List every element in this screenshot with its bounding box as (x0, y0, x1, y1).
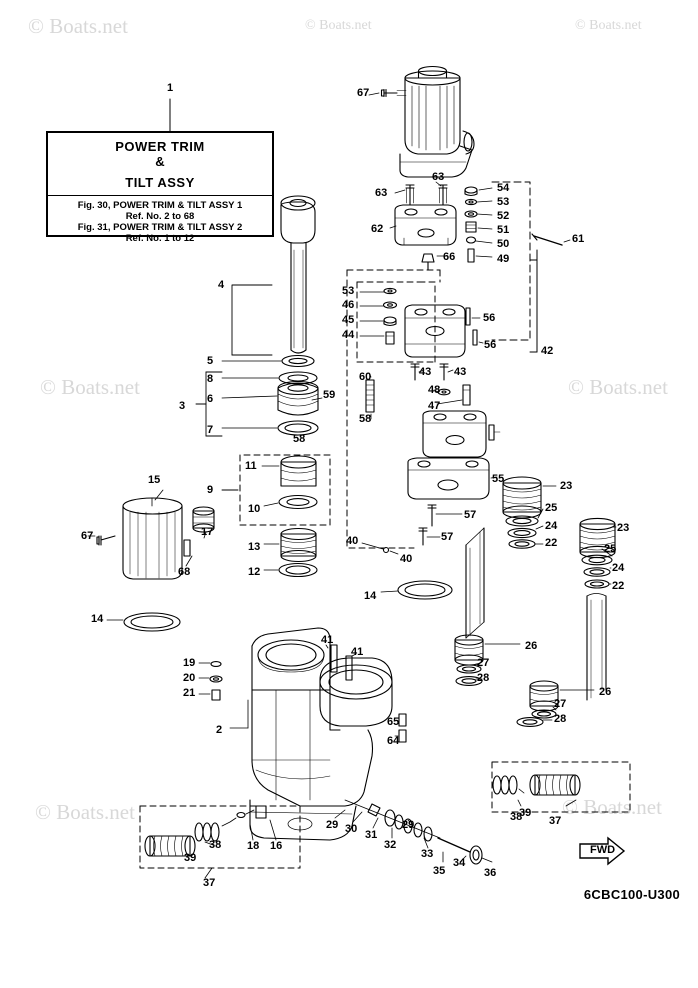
ref-fig-31-range: Ref. No. 1 to 12 (125, 233, 195, 244)
callout-63b: 63 (375, 187, 388, 199)
callout-2: 2 (216, 724, 223, 736)
callout-25b: 25 (604, 543, 617, 555)
ref-fig-30-range: Ref. No. 2 to 68 (125, 211, 195, 222)
diagram-code: 6CBC100-U300 (583, 887, 680, 902)
callout-42: 42 (541, 345, 554, 357)
title-line-1: POWER TRIM (115, 139, 205, 154)
callout-38b: 38 (209, 839, 222, 851)
callout-43b: 43 (454, 366, 467, 378)
callout-55: 55 (492, 473, 505, 485)
callout-16: 16 (270, 840, 283, 852)
callout-19: 19 (183, 657, 196, 669)
callout-22: 22 (545, 537, 558, 549)
watermark: © Boats.net (40, 375, 140, 399)
callout-50: 50 (497, 238, 510, 250)
callout-57: 57 (464, 509, 477, 521)
title-box (46, 131, 274, 244)
callout-39: 39 (519, 807, 532, 819)
callout-35: 35 (433, 865, 446, 877)
ref-fig-31: Fig. 31, POWER TRIM & TILT ASSY 2 (77, 222, 243, 233)
callout-26b: 26 (599, 686, 612, 698)
callout-23b: 23 (617, 522, 630, 534)
callout-61: 61 (572, 233, 585, 245)
callout-59: 59 (323, 389, 336, 401)
callout-8: 8 (207, 373, 214, 385)
callout-31: 31 (365, 829, 378, 841)
callout-57b: 57 (441, 531, 454, 543)
callout-33: 33 (421, 848, 434, 860)
fwd-direction-arrow (578, 836, 626, 866)
callout-3: 3 (179, 400, 186, 412)
callout-39b: 39 (184, 852, 197, 864)
callout-5: 5 (207, 355, 214, 367)
callout-37b: 37 (203, 877, 216, 889)
callout-25: 25 (545, 502, 558, 514)
callout-10: 10 (248, 503, 261, 515)
callout-52: 52 (497, 210, 510, 222)
callout-54: 54 (497, 182, 510, 194)
callout-32: 32 (384, 839, 397, 851)
callout-22b: 22 (612, 580, 625, 592)
callout-1: 1 (167, 82, 174, 94)
callout-17: 17 (201, 526, 214, 538)
callout-38: 38 (510, 811, 523, 823)
callout-49: 49 (497, 253, 510, 265)
title-line-3: TILT ASSY (125, 175, 195, 190)
callout-58b: 58 (293, 433, 306, 445)
callout-29: 29 (326, 819, 339, 831)
callout-28b: 28 (554, 713, 567, 725)
callout-67b: 67 (81, 530, 94, 542)
callout-40: 40 (346, 535, 359, 547)
watermark: © Boats.net (305, 18, 372, 33)
watermark: © Boats.net (35, 800, 135, 824)
callout-36: 36 (484, 867, 497, 879)
callout-45: 45 (342, 314, 355, 326)
callout-23: 23 (560, 480, 573, 492)
callout-26: 26 (525, 640, 538, 652)
callout-64: 64 (387, 735, 400, 747)
title-divider (48, 195, 272, 196)
callout-63: 63 (432, 171, 445, 183)
callout-44: 44 (342, 329, 355, 341)
callout-20: 20 (183, 672, 196, 684)
callout-14: 14 (364, 590, 377, 602)
watermark: © Boats.net (562, 795, 662, 819)
watermark: © Boats.net (568, 375, 668, 399)
callout-18: 18 (247, 840, 260, 852)
callout-48: 48 (428, 384, 441, 396)
callout-51: 51 (497, 224, 510, 236)
callout-30: 30 (345, 823, 358, 835)
callout-11: 11 (245, 460, 257, 472)
callout-7: 7 (207, 424, 214, 436)
ref-fig-30: Fig. 30, POWER TRIM & TILT ASSY 1 (77, 200, 243, 211)
callout-9: 9 (207, 484, 214, 496)
callout-27: 27 (477, 657, 490, 669)
callout-62: 62 (371, 223, 384, 235)
watermark: © Boats.net (28, 14, 128, 38)
callout-34: 34 (453, 857, 466, 869)
fwd-label: FWD (590, 844, 616, 856)
callout-43: 43 (419, 366, 432, 378)
callout-27b: 27 (554, 698, 567, 710)
callout-58: 58 (359, 413, 372, 425)
callout-53: 53 (497, 196, 510, 208)
callout-40b: 40 (400, 553, 413, 565)
callout-15: 15 (148, 474, 161, 486)
callout-21: 21 (183, 687, 196, 699)
callout-14b: 14 (91, 613, 104, 625)
callout-56b: 56 (484, 339, 497, 351)
callout-12: 12 (248, 566, 261, 578)
callout-29b: 29 (402, 819, 415, 831)
callout-28: 28 (477, 672, 490, 684)
callout-53b: 53 (342, 285, 355, 297)
watermark: © Boats.net (575, 18, 642, 33)
callout-41b: 41 (351, 646, 364, 658)
callout-66: 66 (443, 251, 456, 263)
callout-13: 13 (248, 541, 261, 553)
callout-68: 68 (178, 566, 191, 578)
callout-46: 46 (342, 299, 355, 311)
callout-41: 41 (321, 634, 334, 646)
callout-4: 4 (218, 279, 225, 291)
callout-65: 65 (387, 716, 400, 728)
callout-6: 6 (207, 393, 214, 405)
callout-60: 60 (359, 371, 372, 383)
title-line-2: & (155, 154, 165, 169)
callout-24: 24 (545, 520, 558, 532)
callout-47: 47 (428, 400, 441, 412)
callout-37: 37 (549, 815, 562, 827)
callout-24b: 24 (612, 562, 625, 574)
callout-67: 67 (357, 87, 370, 99)
callout-56: 56 (483, 312, 496, 324)
